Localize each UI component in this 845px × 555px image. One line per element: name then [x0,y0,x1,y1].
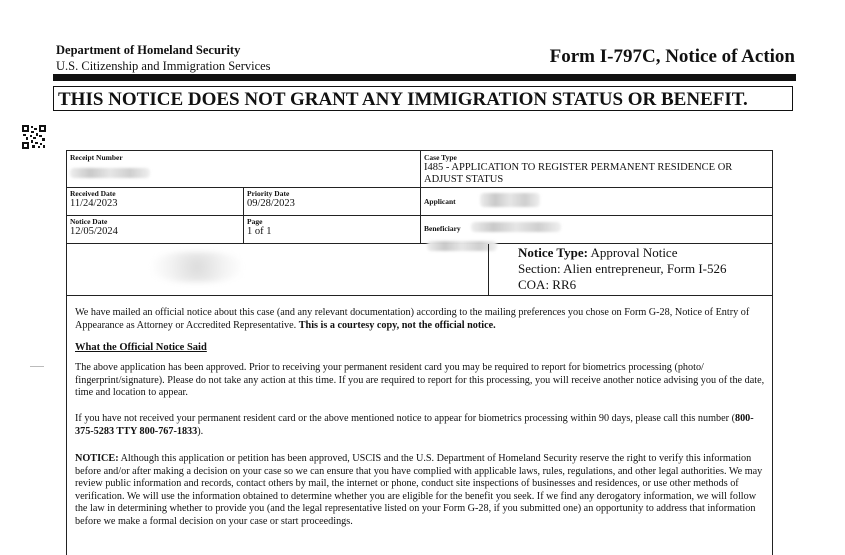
receipt-number-cell [67,151,421,188]
approval-paragraph [75,362,765,400]
notice-date-value: 12/05/2024 [70,226,118,237]
beneficiary-cell [421,216,772,244]
received-date-cell [67,188,244,216]
contact-text: If you have not received your permanent resident card or the above mentioned notice to appear for biometrics processing within 90 days, please call this number ( [75,413,735,424]
courtesy-emphasis: This is a courtesy copy, not the official notice. [298,319,496,331]
notice-type-value: Approval Notice [590,245,678,260]
contact-phone: 800-375-5283 TTY 800-767-1833 [75,413,754,437]
address-cell [67,244,489,296]
beneficiary-label: Beneficiary [424,224,461,233]
page-label: Page [247,217,263,226]
notice-date-label: Notice Date [70,217,108,226]
courtesy-text: We have mailed an official notice about this case (and any relevant documentation) according to the mailing preferences you chose on Form G-28, Notice of Entry of Appearance as Attorney or Accredited Representative. [75,307,750,331]
redacted-receipt-number [70,168,150,178]
page-cell [244,216,421,244]
margin-mark [30,366,44,367]
notice-label: NOTICE: [75,453,119,464]
contact-text-end: ). [197,425,204,437]
redacted-applicant [480,193,540,207]
approval-text: The above application has been approved. Prior to receiving your permanent resident card you may be required to report for biometrics processing (photo/ fingerprint/signature). Please do not take any action at this time. If you are required to report for this processing, you will receive another notice advising you of the date, time and location to appear. [75,362,765,399]
received-date-value: 11/24/2023 [70,198,118,209]
receipt-number-label: Receipt Number [70,153,123,162]
case-type-value: I485 - APPLICATION TO REGISTER PERMANENT RESIDENCE OR ADJUST STATUS [424,162,733,185]
case-type-label: Case Type [424,153,457,162]
redacted-beneficiary [471,222,561,232]
notice-section: Section: Alien entrepreneur, Form I-526 [518,261,727,276]
department-name: Department of Homeland Security [56,43,241,57]
header-rule [53,74,796,81]
notice-form [66,150,773,555]
courtesy-paragraph [75,307,765,332]
notice-coa: COA: RR6 [518,277,577,292]
form-title: Form I-797C, Notice of Action [549,46,795,67]
applicant-cell [421,188,772,216]
priority-date-value: 09/28/2023 [247,198,295,209]
section-heading: What the Official Notice Said [75,342,207,353]
notice-paragraph [75,453,765,529]
notice-date-cell [67,216,244,244]
status-banner: THIS NOTICE DOES NOT GRANT ANY IMMIGRATION STATUS OR BENEFIT. [53,86,793,111]
case-type-cell [421,151,772,188]
applicant-label: Applicant [424,197,456,206]
agency-name: U.S. Citizenship and Immigration Services [56,59,271,73]
notice-type-cell [489,244,772,296]
contact-paragraph [75,413,765,438]
redacted-address [152,252,242,282]
received-date-label: Received Date [70,189,116,198]
priority-date-label: Priority Date [247,189,290,198]
page-value: 1 of 1 [247,226,272,237]
notice-type-label: Notice Type: [518,245,588,260]
notice-text: Although this application or petition has been approved, USCIS and the U.S. Department of Homeland Security reserve the right to verify this information before and/or after making a decision on your case so we can ensure that you have complied with applicable laws, rules, regulations, and other legal authorities. We may review public information and records, contact others by mail, the internet or phone, conduct site inspections of businesses and residences, or use other methods of verification. We will use the information obtained to determine whether you are eligible for the benefit you seek. If we find any derogatory information, we will follow the law in determining whether to provide you (and the legal representative listed on your Form G-28, if you submitted one) an opportunity to address that information before we make a formal decision on your case or start proceedings. [75,453,763,527]
priority-date-cell [244,188,421,216]
qr-code-icon [22,125,46,149]
